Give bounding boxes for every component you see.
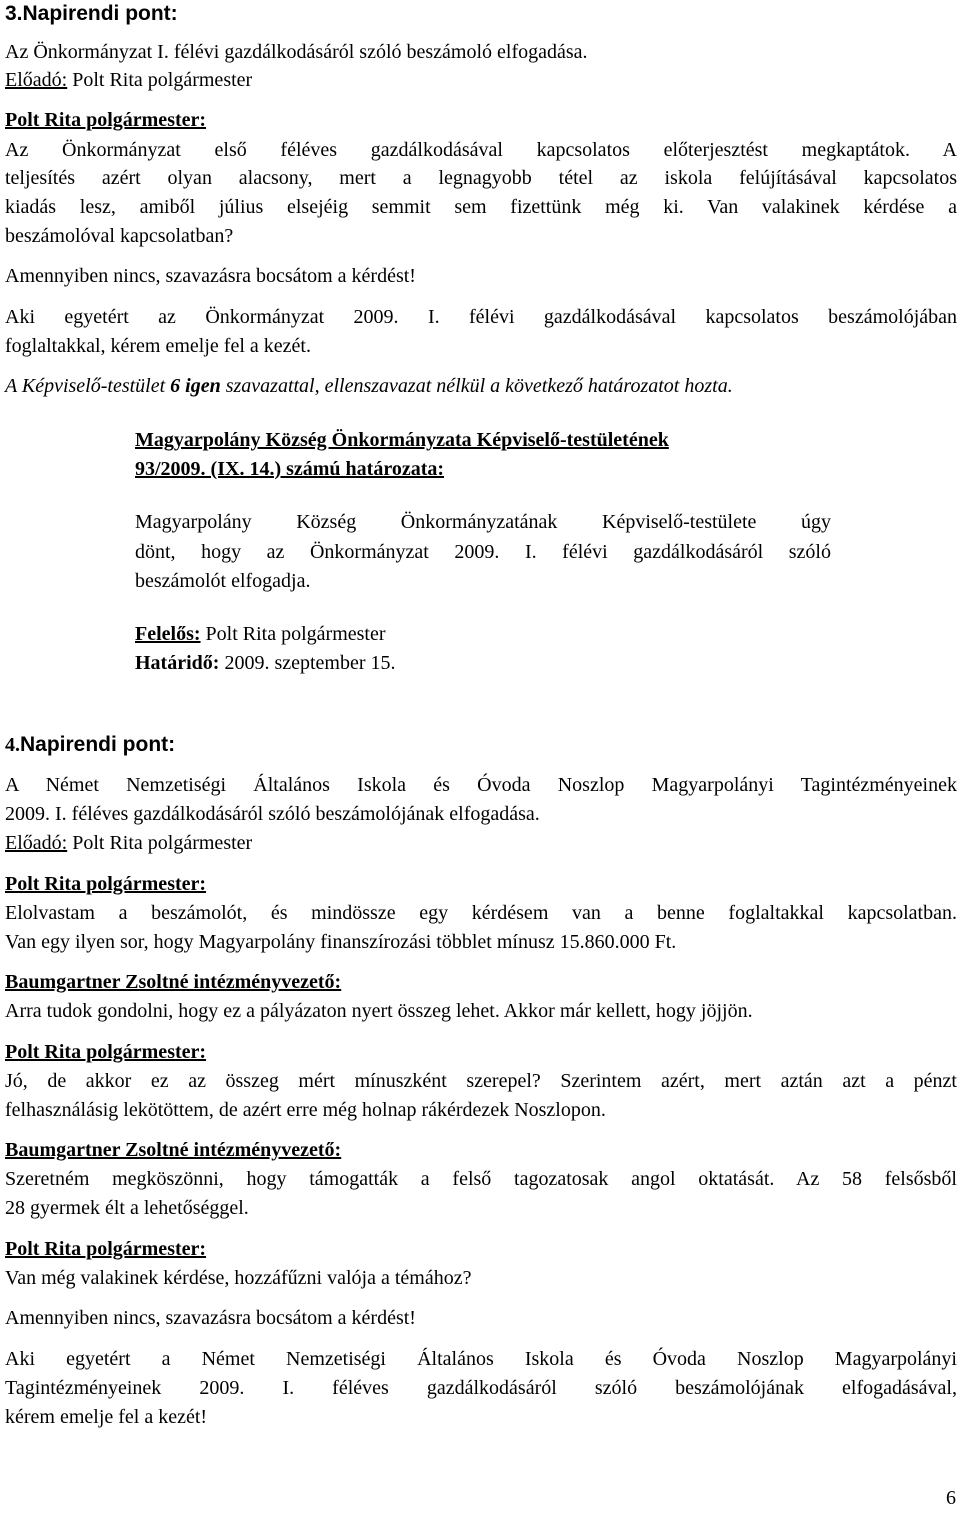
responsible-line	[135, 622, 386, 646]
paragraph-line: Van egy ilyen sor, hogy Magyarpolány finanszírozási többlet mínusz 15.860.000 Ft.	[5, 931, 677, 953]
paragraph-line: beszámolóval kapcsolatban?	[5, 225, 234, 247]
resolution-title: Magyarpolány Község Önkormányzata Képviselő-testületének	[135, 429, 669, 451]
vote-result-pre: A Képviselő-testület	[5, 375, 171, 397]
speaker-label: Baumgartner Zsoltné intézményvezető:	[5, 971, 342, 993]
section-4-presenter	[5, 831, 252, 855]
paragraph-line: Az Önkormányzat első féléves gazdálkodásával kapcsolatos előterjesztést megkaptátok. A	[5, 139, 957, 161]
section-4-number: 4.	[5, 734, 20, 756]
deadline-line	[135, 651, 396, 675]
section-4-agenda-line: 2009. I. féléves gazdálkodásáról szóló beszámolójának elfogadása.	[5, 803, 540, 825]
vote-count: 6 igen	[170, 375, 221, 397]
paragraph-line: foglaltakkal, kérem emelje fel a kezét.	[5, 335, 311, 357]
paragraph: Van még valakinek kérdése, hozzáfűzni valója a témához?	[5, 1267, 472, 1289]
resolution-line: beszámolót elfogadja.	[135, 570, 311, 592]
paragraph-line: Jó, de akkor ez az összeg mért mínuszként szerepel? Szerintem azért, mert aztán azt a pénzt	[5, 1070, 957, 1092]
section-3-agenda: Az Önkormányzat I. félévi gazdálkodásáról szóló beszámoló elfogadása.	[5, 41, 588, 63]
paragraph-line: kérem emelje fel a kezét!	[5, 1406, 208, 1428]
resolution-number: 93/2009. (IX. 14.) számú határozata:	[135, 458, 445, 480]
paragraph-line: felhasználásig lekötöttem, de azért erre még holnap rákérdezek Noszlopon.	[5, 1099, 606, 1121]
resolution-line: dönt, hogy az Önkormányzat 2009. I. félévi gazdálkodásáról szóló	[135, 541, 831, 563]
deadline-label: Határidő:	[135, 652, 220, 674]
resolution-line: Magyarpolány Község Önkormányzatának Képviselő-testülete úgy	[135, 511, 831, 533]
paragraph-line: Szeretném megköszönni, hogy támogatták a felső tagozatosak angol oktatását. Az 58 felsősből	[5, 1168, 957, 1190]
responsible-name: Polt Rita polgármester	[200, 623, 386, 645]
responsible-label: Felelős:	[135, 623, 201, 645]
section-3-title: 3.Napirendi pont:	[5, 2, 178, 25]
speaker-label: Polt Rita polgármester:	[5, 1041, 207, 1063]
paragraph: Arra tudok gondolni, hogy ez a pályázaton nyert összeg lehet. Akkor már kellett, hogy jöjjön.	[5, 1000, 753, 1022]
section-4-agenda-line: A Német Nemzetiségi Általános Iskola és Óvoda Noszlop Magyarpolányi Tagintézményeinek	[5, 774, 957, 796]
page-number: 6	[946, 1487, 956, 1509]
speaker-label: Polt Rita polgármester:	[5, 873, 207, 895]
speaker-label: Polt Rita polgármester:	[5, 109, 207, 131]
vote-result	[5, 374, 733, 398]
paragraph-line: Elolvastam a beszámolót, és mindössze egy kérdésem van a benne foglaltakkal kapcsolatban.	[5, 902, 957, 924]
paragraph: Amennyiben nincs, szavazásra bocsátom a kérdést!	[5, 1307, 416, 1329]
presenter-label: Előadó:	[5, 69, 68, 91]
section-4-label: Napirendi pont:	[20, 733, 176, 756]
paragraph-line: Aki egyetért az Önkormányzat 2009. I. félévi gazdálkodásával kapcsolatos beszámolójában	[5, 306, 957, 328]
presenter-name: Polt Rita polgármester	[67, 832, 253, 854]
paragraph-line: teljesítés azért olyan alacsony, mert a legnagyobb tétel az iskola felújításával kapcsolatos	[5, 167, 957, 189]
paragraph: Amennyiben nincs, szavazásra bocsátom a kérdést!	[5, 265, 416, 287]
presenter-name: Polt Rita polgármester	[67, 69, 253, 91]
speaker-label: Baumgartner Zsoltné intézményvezető:	[5, 1139, 342, 1161]
paragraph-line: kiadás lesz, amiből július elsejéig semmit sem fizettünk még ki. Van valakinek kérdése a	[5, 196, 957, 218]
speaker-label: Polt Rita polgármester:	[5, 1238, 207, 1260]
vote-result-post: szavazattal, ellenszavazat nélkül a következő határozatot hozta.	[220, 375, 733, 397]
presenter-label: Előadó:	[5, 832, 68, 854]
paragraph-line: Tagintézményeinek 2009. I. féléves gazdálkodásáról szóló beszámolójának elfogadásával,	[5, 1377, 957, 1399]
paragraph-line: 28 gyermek élt a lehetőséggel.	[5, 1197, 249, 1219]
section-4-title	[5, 733, 175, 757]
paragraph-line: Aki egyetért a Német Nemzetiségi Általános Iskola és Óvoda Noszlop Magyarpolányi	[5, 1348, 957, 1370]
deadline-value: 2009. szeptember 15.	[219, 652, 396, 674]
section-3-presenter	[5, 68, 252, 92]
